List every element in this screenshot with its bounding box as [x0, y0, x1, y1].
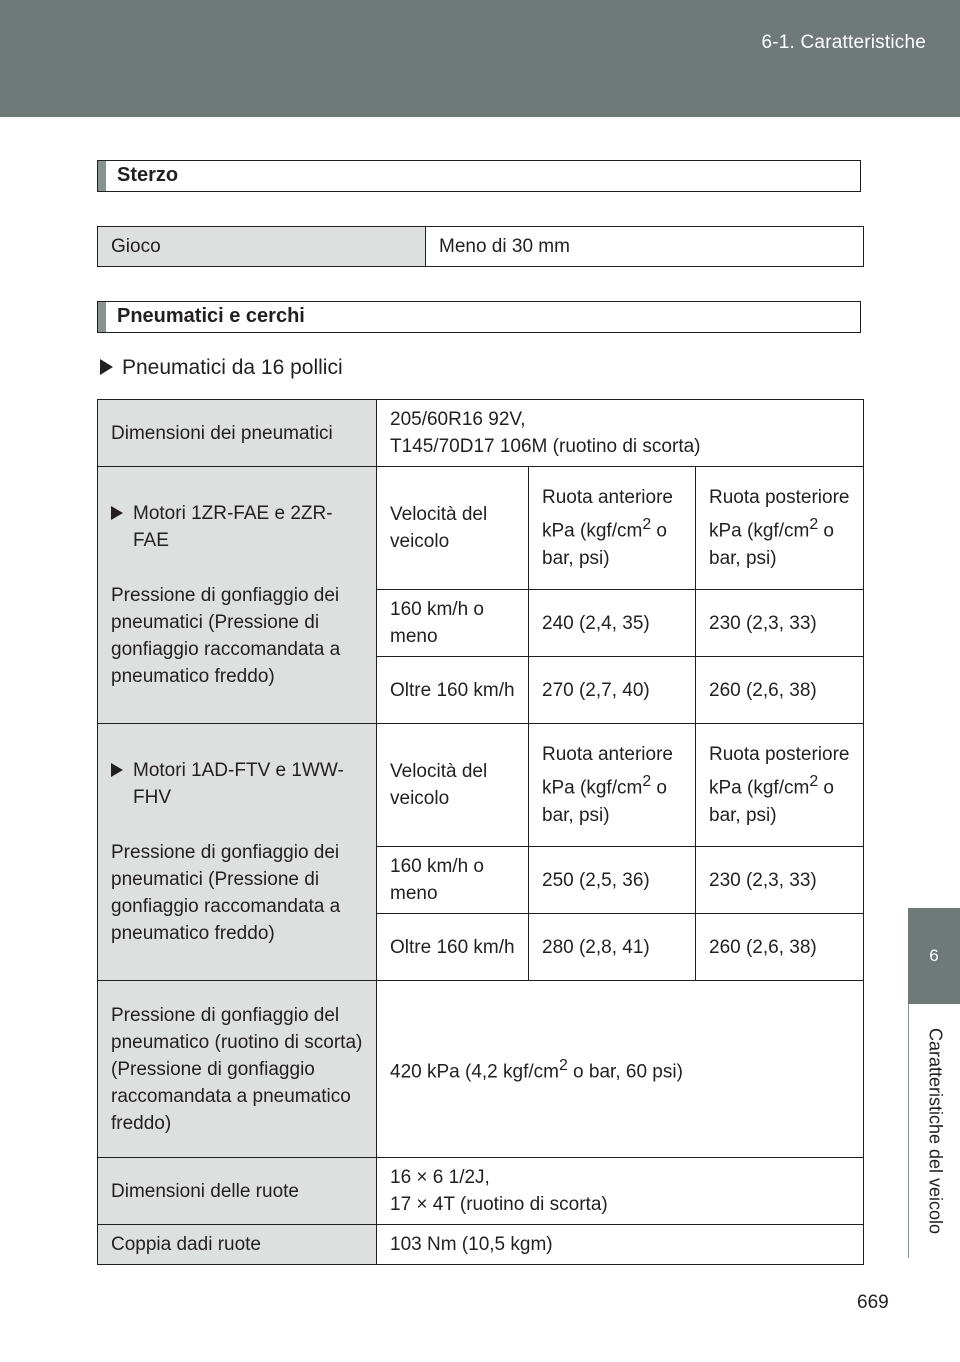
torque-value: 103 Nm (10,5 kgm): [377, 1225, 864, 1265]
col-rear-text-2: o bar, psi): [709, 777, 834, 826]
front-pressure-cell: 250 (2,5, 36): [529, 847, 696, 914]
speed-cell: Oltre 160 km/h: [377, 914, 529, 981]
engine-name: Motori 1AD-FTV e 1WW-FHV: [133, 760, 344, 808]
superscript: 2: [558, 1057, 568, 1075]
tire-subsection-text: Pneumatici da 16 pollici: [122, 356, 343, 379]
chapter-tab-label: [908, 1004, 960, 1258]
pressure-label: Pressione di gonfiaggio dei pneumatici (Pressione di gonfiaggio raccomandata a pneumatico freddo): [111, 585, 341, 687]
spare-pressure-label: Pressione di gonfiaggio del pneumatico (ruotino di scorta) (Pressione di gonfiaggio raccomandata a pneumatico freddo): [98, 981, 377, 1158]
chapter-tab: [908, 908, 960, 1004]
tire-size-value-1: 205/60R16 92V,: [390, 409, 526, 430]
page-header: [0, 0, 960, 117]
torque-label: Coppia dadi ruote: [98, 1225, 377, 1265]
col-speed-header: Velocità del veicolo: [377, 724, 529, 847]
table-row: [98, 1225, 864, 1265]
wheel-size-value-1: 16 × 6 1/2J,: [390, 1167, 490, 1188]
rear-pressure-cell: 230 (2,3, 33): [696, 847, 864, 914]
col-rear-text: Ruota posteriore kPa (kgf/cm: [709, 487, 850, 542]
pressure-label: Pressione di gonfiaggio dei pneumatici (Pressione di gonfiaggio raccomandata a pneumatico freddo): [111, 842, 341, 944]
chapter-title: Caratteristiche del veicolo: [925, 1027, 946, 1235]
superscript: 2: [809, 516, 819, 534]
engine-group-cell: [98, 467, 377, 724]
page-number: 669: [857, 1292, 889, 1313]
chapter-number: 6: [929, 946, 939, 965]
superscript: 2: [642, 773, 652, 791]
rear-pressure-cell: 260 (2,6, 38): [696, 657, 864, 724]
section-title: 6-1. Caratteristiche: [761, 32, 926, 53]
steering-heading: [97, 160, 861, 192]
wheel-size-value: [377, 1158, 864, 1225]
engine-title: [111, 500, 364, 554]
tire-table: [97, 399, 864, 1265]
tire-size-value: [377, 400, 864, 467]
col-front-text: Ruota anteriore kPa (kgf/cm: [542, 744, 673, 799]
engine-name: Motori 1ZR-FAE e 2ZR-FAE: [133, 503, 333, 551]
col-front-text: Ruota anteriore kPa (kgf/cm: [542, 487, 673, 542]
spare-value-text: 420 kPa (4,2 kgf/cm: [390, 1061, 559, 1083]
triangle-bullet-icon: [111, 506, 123, 520]
steering-play-value: Meno di 30 mm: [426, 227, 864, 267]
speed-cell: Oltre 160 km/h: [377, 657, 529, 724]
steering-heading-text: Sterzo: [117, 164, 179, 186]
steering-table: [97, 226, 864, 267]
triangle-bullet-icon: [100, 359, 113, 375]
table-row: [98, 724, 864, 847]
wheel-size-value-2: 17 × 4T (ruotino di scorta): [390, 1194, 608, 1215]
heading-bar: [98, 161, 106, 191]
table-row: [98, 981, 864, 1158]
col-speed-header: Velocità del veicolo: [377, 467, 529, 590]
engine-title: [111, 757, 364, 811]
front-pressure-cell: 270 (2,7, 40): [529, 657, 696, 724]
tires-heading: [97, 301, 861, 333]
tire-size-label: Dimensioni dei pneumatici: [98, 400, 377, 467]
tire-subsection-title: [100, 356, 343, 380]
table-row: [98, 227, 864, 267]
engine-group-cell: [98, 724, 377, 981]
tire-size-value-2: T145/70D17 106M (ruotino di scorta): [390, 436, 701, 457]
front-pressure-cell: 240 (2,4, 35): [529, 590, 696, 657]
triangle-bullet-icon: [111, 763, 123, 777]
heading-bar: [98, 302, 106, 332]
spare-pressure-value: [377, 981, 864, 1158]
front-pressure-cell: 280 (2,8, 41): [529, 914, 696, 981]
superscript: 2: [642, 516, 652, 534]
col-front-header: [529, 467, 696, 590]
col-front-text-2: o bar, psi): [542, 777, 667, 826]
steering-play-label: Gioco: [98, 227, 426, 267]
col-front-text-2: o bar, psi): [542, 520, 667, 569]
col-rear-text: Ruota posteriore kPa (kgf/cm: [709, 744, 850, 799]
col-rear-header: [696, 467, 864, 590]
wheel-size-label: Dimensioni delle ruote: [98, 1158, 377, 1225]
tires-heading-text: Pneumatici e cerchi: [117, 305, 305, 327]
speed-cell: 160 km/h o meno: [377, 590, 529, 657]
col-front-header: [529, 724, 696, 847]
col-rear-text-2: o bar, psi): [709, 520, 834, 569]
table-row: [98, 467, 864, 590]
col-rear-header: [696, 724, 864, 847]
table-row: [98, 400, 864, 467]
speed-cell: 160 km/h o meno: [377, 847, 529, 914]
spare-value-text-2: o bar, 60 psi): [567, 1061, 683, 1083]
rear-pressure-cell: 260 (2,6, 38): [696, 914, 864, 981]
rear-pressure-cell: 230 (2,3, 33): [696, 590, 864, 657]
superscript: 2: [809, 773, 819, 791]
table-row: [98, 1158, 864, 1225]
